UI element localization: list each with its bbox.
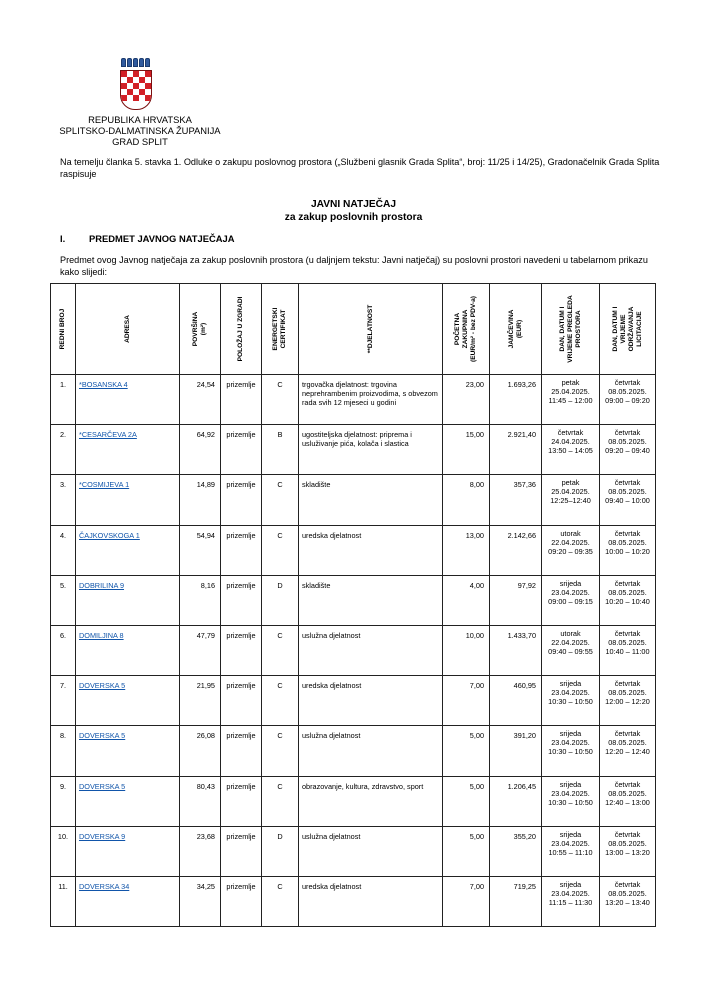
cell-position: prizemlje: [221, 826, 262, 876]
issuer-header: [42, 114, 238, 147]
address-link[interactable]: DOVERSKA 5: [79, 681, 126, 691]
cell-address[interactable]: [76, 776, 180, 826]
cell-area: 23,68: [180, 826, 221, 876]
cell-deposit: 1.433,70: [490, 625, 542, 675]
cell-energy-cert: D: [262, 575, 299, 625]
cell-area: 64,92: [180, 425, 221, 475]
cell-row-number: 5.: [51, 575, 76, 625]
header-jamcevina: JAMČEVINA (EUR): [490, 284, 542, 375]
header-line-country: REPUBLIKA HRVATSKA: [88, 114, 192, 125]
table-row: [51, 425, 656, 475]
cell-deposit: 355,20: [490, 826, 542, 876]
cell-energy-cert: B: [262, 425, 299, 475]
table-row: [51, 475, 656, 525]
cell-row-number: 2.: [51, 425, 76, 475]
section-paragraph: Predmet ovog Javnog natječaja za zakup poslovnih prostora (u daljnjem tekstu: Javni natječaj) su poslovni prostori navedeni u tabelarnom prikazu kako slijedi:: [60, 255, 648, 277]
cell-address[interactable]: [76, 876, 180, 926]
cell-area: 21,95: [180, 676, 221, 726]
cell-position: prizemlje: [221, 575, 262, 625]
cell-activity: skladište: [299, 475, 443, 525]
cell-activity: trgovačka djelatnost: trgovina neprehrambenim proizvodima, s obvezom rada svih 12 mjeseci u godini: [299, 375, 443, 425]
cell-row-number: 6.: [51, 625, 76, 675]
cell-energy-cert: C: [262, 726, 299, 776]
cell-viewing-time: srijeda 23.04.2025. 11:15 – 11:30: [542, 876, 600, 926]
cell-auction-time: četvrtak 08.05.2025. 09:00 – 09:20: [600, 375, 656, 425]
cell-energy-cert: C: [262, 676, 299, 726]
cell-address[interactable]: [76, 826, 180, 876]
cell-deposit: 460,95: [490, 676, 542, 726]
section-number: I.: [60, 233, 66, 244]
cell-starting-rent: 7,00: [443, 676, 490, 726]
cell-energy-cert: C: [262, 625, 299, 675]
cell-row-number: 7.: [51, 676, 76, 726]
cell-starting-rent: 13,00: [443, 525, 490, 575]
address-link[interactable]: DOVERSKA 5: [79, 731, 126, 741]
cell-viewing-time: srijeda 23.04.2025. 10:30 – 10:50: [542, 726, 600, 776]
coat-of-arms-logo: [120, 58, 150, 110]
cell-starting-rent: 5,00: [443, 726, 490, 776]
crest-crown: [120, 58, 150, 68]
premises-table: [50, 283, 656, 927]
cell-position: prizemlje: [221, 525, 262, 575]
cell-address[interactable]: [76, 475, 180, 525]
cell-position: prizemlje: [221, 625, 262, 675]
cell-area: 34,25: [180, 876, 221, 926]
cell-activity: uslužna djelatnost: [299, 625, 443, 675]
cell-position: prizemlje: [221, 776, 262, 826]
header-licitacija: DAN, DATUM I VRIJEME ODRŽAVANJA LICITACIJE: [600, 284, 656, 375]
cell-energy-cert: D: [262, 826, 299, 876]
cell-starting-rent: 15,00: [443, 425, 490, 475]
cell-starting-rent: 5,00: [443, 776, 490, 826]
cell-area: 80,43: [180, 776, 221, 826]
cell-deposit: 1.693,26: [490, 375, 542, 425]
cell-auction-time: četvrtak 08.05.2025. 10:20 – 10:40: [600, 575, 656, 625]
table-row: [51, 776, 656, 826]
header-adresa: ADRESA: [76, 284, 180, 375]
table-row: [51, 575, 656, 625]
address-link[interactable]: DOVERSKA 5: [79, 781, 126, 791]
header-line-city: GRAD SPLIT: [112, 136, 168, 147]
cell-deposit: 1.206,45: [490, 776, 542, 826]
table-row: [51, 676, 656, 726]
cell-position: prizemlje: [221, 425, 262, 475]
cell-area: 14,89: [180, 475, 221, 525]
table-row: [51, 625, 656, 675]
intro-text: Na temelju članka 5. stavka 1. Odluke o zakupu poslovnog prostora („Službeni glasnik Grada Splita“, broj: 11/25 i 14/25), Gradonačelnik Grada Splita raspisuje: [60, 157, 660, 179]
cell-auction-time: četvrtak 08.05.2025. 10:40 – 11:00: [600, 625, 656, 675]
cell-deposit: 97,92: [490, 575, 542, 625]
header-povrsina: POVRŠINA (m²): [180, 284, 221, 375]
cell-energy-cert: C: [262, 375, 299, 425]
cell-position: prizemlje: [221, 676, 262, 726]
table-row: [51, 876, 656, 926]
cell-address[interactable]: [76, 625, 180, 675]
header-redni-broj: REDNI BROJ: [51, 284, 76, 375]
table-row: [51, 826, 656, 876]
cell-auction-time: četvrtak 08.05.2025. 09:40 – 10:00: [600, 475, 656, 525]
address-link[interactable]: *BOSANSKA 4: [79, 380, 128, 389]
cell-row-number: 11.: [51, 876, 76, 926]
cell-position: prizemlje: [221, 726, 262, 776]
cell-row-number: 8.: [51, 726, 76, 776]
cell-row-number: 3.: [51, 475, 76, 525]
header-polozaj: POLOŽAJ U ZGRADI: [221, 284, 262, 375]
cell-starting-rent: 5,00: [443, 826, 490, 876]
cell-position: prizemlje: [221, 375, 262, 425]
cell-row-number: 4.: [51, 525, 76, 575]
cell-auction-time: četvrtak 08.05.2025. 12:20 – 12:40: [600, 726, 656, 776]
cell-activity: skladište: [299, 575, 443, 625]
table-header-row: [51, 284, 656, 375]
cell-address[interactable]: [76, 425, 180, 475]
title-line-main: JAVNI NATJEČAJ: [310, 199, 397, 210]
section-heading: [60, 233, 660, 244]
cell-address[interactable]: [76, 575, 180, 625]
cell-deposit: 719,25: [490, 876, 542, 926]
cell-area: 26,08: [180, 726, 221, 776]
cell-address[interactable]: [76, 726, 180, 776]
cell-area: 47,79: [180, 625, 221, 675]
cell-address[interactable]: [76, 525, 180, 575]
cell-area: 8,16: [180, 575, 221, 625]
cell-activity: uslužna djelatnost: [299, 726, 443, 776]
cell-viewing-time: srijeda 23.04.2025. 10:55 – 11:10: [542, 826, 600, 876]
cell-row-number: 10.: [51, 826, 76, 876]
cell-viewing-time: petak 25.04.2025. 12:25–12:40: [542, 475, 600, 525]
address-link[interactable]: DOVERSKA 34: [79, 881, 130, 891]
address-link[interactable]: DOMILJINA 8: [79, 630, 124, 640]
cell-energy-cert: C: [262, 525, 299, 575]
cell-auction-time: četvrtak 08.05.2025. 13:20 – 13:40: [600, 876, 656, 926]
address-link[interactable]: DOBRILINA 9: [79, 580, 125, 590]
crest-shield: [120, 70, 152, 110]
title-line-sub: za zakup poslovnih prostora: [284, 211, 423, 223]
cell-position: prizemlje: [221, 876, 262, 926]
cell-auction-time: četvrtak 08.05.2025. 12:40 – 13:00: [600, 776, 656, 826]
cell-starting-rent: 7,00: [443, 876, 490, 926]
table-row: [51, 726, 656, 776]
table-row: [51, 525, 656, 575]
cell-address[interactable]: [76, 676, 180, 726]
cell-auction-time: četvrtak 08.05.2025. 10:00 – 10:20: [600, 525, 656, 575]
cell-starting-rent: 4,00: [443, 575, 490, 625]
cell-deposit: 2.142,66: [490, 525, 542, 575]
cell-row-number: 9.: [51, 776, 76, 826]
address-link[interactable]: *CESARČEVA 2A: [79, 430, 137, 440]
cell-viewing-time: petak 25.04.2025. 11:45 – 12:00: [542, 375, 600, 425]
cell-starting-rent: 23,00: [443, 375, 490, 425]
document-title: [0, 199, 707, 224]
cell-activity: uslužna djelatnost: [299, 826, 443, 876]
cell-deposit: 2.921,40: [490, 425, 542, 475]
header-djelatnost: **DJELATNOST: [299, 284, 443, 375]
cell-energy-cert: C: [262, 876, 299, 926]
address-link[interactable]: DOVERSKA 9: [79, 831, 126, 841]
cell-area: 24,54: [180, 375, 221, 425]
cell-activity: uredska djelatnost: [299, 876, 443, 926]
cell-address[interactable]: [76, 375, 180, 425]
cell-row-number: 1.: [51, 375, 76, 425]
address-link[interactable]: ČAJKOVSKOGA 1: [79, 530, 140, 540]
table-row: [51, 375, 656, 425]
cell-activity: ugostiteljska djelatnost: priprema i usluživanje pića, kolača i slastica: [299, 425, 443, 475]
header-pregled: DAN, DATUM I VRIJEME PREGLEDA PROSTORA: [542, 284, 600, 375]
cell-starting-rent: 8,00: [443, 475, 490, 525]
cell-deposit: 357,36: [490, 475, 542, 525]
cell-viewing-time: utorak 22.04.2025. 09:20 – 09:35: [542, 525, 600, 575]
address-link[interactable]: *COSMIJEVA 1: [79, 480, 130, 490]
cell-viewing-time: srijeda 23.04.2025. 09:00 – 09:15: [542, 575, 600, 625]
cell-position: prizemlje: [221, 475, 262, 525]
cell-energy-cert: C: [262, 475, 299, 525]
section-title: PREDMET JAVNOG NATJEČAJA: [89, 233, 235, 244]
cell-viewing-time: četvrtak 24.04.2025. 13:50 – 14:05: [542, 425, 600, 475]
cell-deposit: 391,20: [490, 726, 542, 776]
cell-activity: obrazovanje, kultura, zdravstvo, sport: [299, 776, 443, 826]
cell-area: 54,94: [180, 525, 221, 575]
cell-viewing-time: srijeda 23.04.2025. 10:30 – 10:50: [542, 776, 600, 826]
header-line-county: SPLITSKO-DALMATINSKA ŽUPANIJA: [59, 125, 221, 136]
cell-viewing-time: utorak 22.04.2025. 09:40 – 09:55: [542, 625, 600, 675]
cell-activity: uredska djelatnost: [299, 676, 443, 726]
cell-starting-rent: 10,00: [443, 625, 490, 675]
cell-auction-time: četvrtak 08.05.2025. 13:00 – 13:20: [600, 826, 656, 876]
cell-auction-time: četvrtak 08.05.2025. 12:00 – 12:20: [600, 676, 656, 726]
cell-energy-cert: C: [262, 776, 299, 826]
header-pocetna-zakupnina: POČETNA ZAKUPNINA (EUR/m² - bez PDV-a): [443, 284, 490, 375]
header-energetski: ENERGETSKI CERTIFIKAT: [262, 284, 299, 375]
cell-activity: uredska djelatnost: [299, 525, 443, 575]
cell-auction-time: četvrtak 08.05.2025. 09:20 – 09:40: [600, 425, 656, 475]
cell-viewing-time: srijeda 23.04.2025. 10:30 – 10:50: [542, 676, 600, 726]
